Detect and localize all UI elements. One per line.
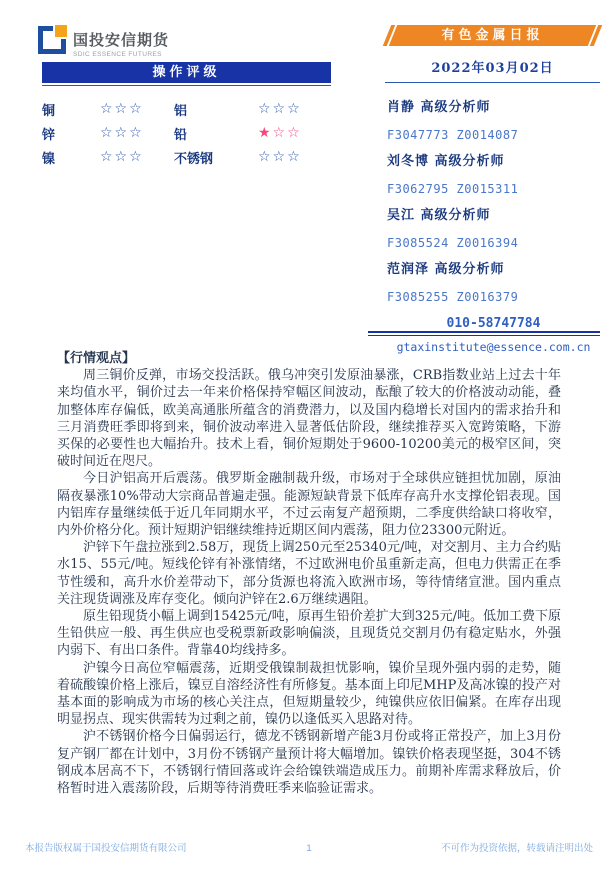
analyst-name [387,153,600,171]
report-date: 2022年03月02日 [431,61,554,76]
report-body [57,350,561,797]
masthead [385,25,600,83]
analyst-name [387,207,600,225]
analyst-name-text: 吴江 [387,208,416,223]
star-rating-highlight: ★☆☆ [258,125,302,141]
metal-label: 镍 [42,151,56,167]
analyst-title-text: 高级分析师 [434,262,505,277]
paragraph-lead: 原生铅现货小幅上调到15425元/吨，原再生铅价差扩大到325元/吨。低加工费下原生铅供应一般、再生供应也受税票新政影响偏淡，且现货兑交割月仍有稳定贴水，外强内弱下、有出口条件。背靠40均线持多。 [57,609,561,659]
paragraph-stainless: 沪不锈钢价格今日偏弱运行，德龙不锈钢新增产能3月份或将正常投产，加上3月份复产钢厂都在计划中，3月份不锈钢产量预计将大幅增加。镍铁价格表现坚挺，304不锈钢成本居高不下，不锈钢行情回落或许会给镍铁端造成压力。前期补库需求释放后，价格暂时进入震荡阶段，后期等待消费旺季来临验证需求。 [57,729,561,797]
metal-label: 不锈钢 [174,151,214,167]
sidebar-double-rule [368,331,600,336]
ratings-header: 操作评级 [42,62,331,83]
analyst-name-text: 范润泽 [387,262,430,277]
ratings-table [42,97,331,169]
analyst-title-text: 高级分析师 [434,154,505,169]
analyst-codes: F3085524 Z0016394 [387,236,519,250]
footer-page-number: 1 [306,843,312,854]
paragraph-aluminum: 今日沪铝高开后震荡。俄罗斯金融制裁升级，市场对于全球供应链担忧加剧，原油隔夜暴涨10%带动大宗商品普遍走强。能源短缺背景下低库存高升水支撑伦铝表现。国内铝库存量继续低于近几年同期水平，不过云南复产超预期，二季度供给缺口将收窄，内外价格分化。预计短期沪铝继续维持近期区间内震荡，阻力位23300元附近。 [57,471,561,539]
rating-row [42,145,331,169]
ratings-header-rule [42,85,331,86]
metal-label: 铅 [174,127,188,143]
brand-name-en: SDIC ESSENCE FUTURES [73,51,162,58]
metal-label: 铝 [174,103,188,119]
paragraph-copper: 周三铜价反弹，市场交投活跃。俄乌冲突引发原油暴涨，CRB指数业站上过去十年来均值水平，铜价过去一年来价格保持窄幅区间波动，酝酿了较大的价格波动动能，叠加整体库存偏低，欧美高通胀所蕴含的消费潜力，以及国内稳增长对国内的需求抬升和三月消费旺季即将到来，铜价波动率进入显著低估阶段，继续推荐买入宽跨策略，下游买保的必要性也大幅抬升。技术上看，铜价短期处于9600-10200美元的极窄区间，突破时间近在咫尺。 [57,368,561,470]
rating-row [42,121,331,145]
date-underline [385,82,600,83]
rating-row [42,97,331,121]
company-logo [38,26,169,58]
page-footer [25,840,593,854]
analysts-panel [387,99,600,356]
analyst-title-text: 高级分析师 [420,208,491,223]
footer-disclaimer: 不可作为投资依据，转载请注明出处 [440,843,593,854]
analyst-name [387,99,600,117]
paragraph-zinc: 沪锌下午盘拉涨到2.58万，现货上调250元至25340元/吨，对交割月、主力合约贴水15、55元/吨。短线伦锌有补涨情绪，不过欧洲电价虽重新走高，但电力供需正在季节性缓和，高升水价差带动下，部分货源也将流入欧洲市场，等待情绪宣泄。国内重点关注现货调涨及库存变化。倾向沪锌在2.6万继续遇阻。 [57,540,561,607]
paragraph-nickel: 沪镍今日高位窄幅震荡，近期受俄镍制裁担忧影响，镍价呈现外强内弱的走势，随着硫酸镍价格上涨后，镍豆自溶经济性有所修复。基本面上印尼MHP及高冰镍的投产对基本面的影响成为市场的核心关注点，但短期量较少，纯镍供应依旧偏紧。在库存出现明显拐点、现实供需转为过剩之前，镍仍以逢低买入思路对待。 [57,660,561,728]
analyst-codes: F3047773 Z0014087 [387,128,519,142]
section-title: 【行情观点】 [57,351,136,366]
analyst-codes: F3085255 Z0016379 [387,290,519,304]
metal-label: 锌 [42,127,56,143]
brand-name-cn: 国投安信期货 [73,32,170,49]
analyst-title-text: 高级分析师 [420,100,491,115]
metal-label: 铜 [42,103,56,119]
analyst-name-text: 刘冬博 [387,154,430,169]
star-rating: ☆☆☆ [100,125,144,141]
analyst-codes: F3062795 Z0015311 [387,182,519,196]
report-title: 有色金属日报 [441,28,544,43]
star-rating: ☆☆☆ [100,149,144,165]
report-title-badge [385,25,600,46]
star-rating: ☆☆☆ [258,149,302,165]
contact-phone: 010-58747784 [446,316,541,331]
analyst-name-text: 肖静 [387,100,416,115]
analyst-name [387,261,600,279]
contact-email: gtaxinstitute@essence.com.cn [396,340,591,354]
footer-copyright: 本报告版权属于国投安信期货有限公司 [25,843,187,854]
ratings-panel [42,62,331,169]
star-rating: ☆☆☆ [258,101,302,117]
star-rating: ☆☆☆ [100,101,144,117]
logo-mark-icon [38,26,66,54]
